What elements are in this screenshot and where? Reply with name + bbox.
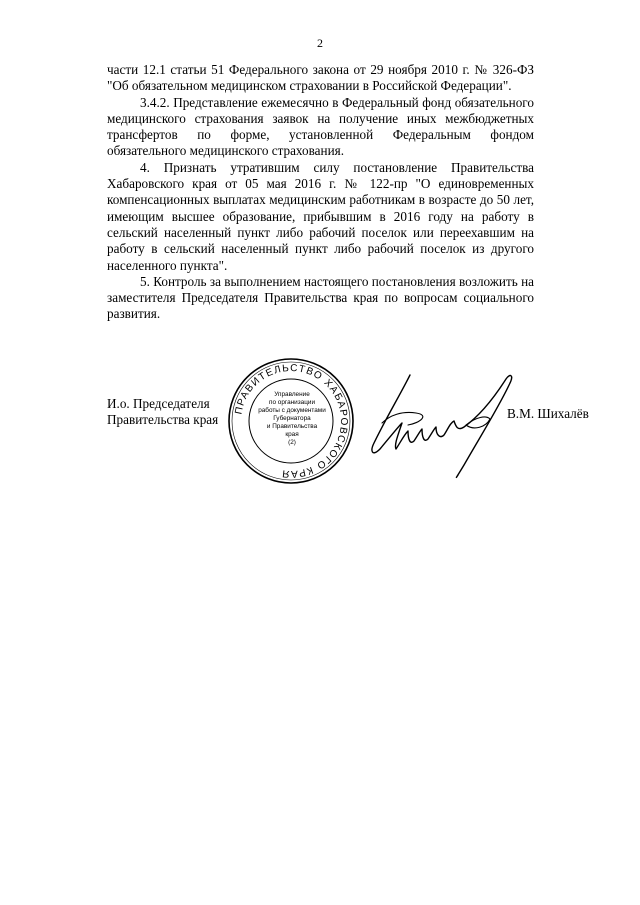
paragraph-continuation: части 12.1 статьи 51 Федерального закона от 29 ноября 2010 г. № 326-ФЗ "Об обязательном медицинском страховании в Российской Федерации". <box>107 62 534 94</box>
handwritten-signature <box>360 365 520 485</box>
paragraph-4: 4. Признать утратившим силу постановление Правительства Хабаровского края от 05 мая 2016 г. № 122-пр "О единовременных компенсационных выплатах медицинским работникам в возрасте до 50 лет, имеющим высшее образование, прибывшим в 2016 году на работу в сельский населенный пункт либо рабочий поселок или переехавшим на работу в сельский населенный пункт либо рабочий поселок из другого населенного пункта". <box>107 159 534 273</box>
signature-stroke-main <box>372 375 512 477</box>
seal-line2: по организации <box>268 399 316 406</box>
seal-inner-text <box>252 391 332 447</box>
page-number: 2 <box>317 36 323 50</box>
seal-line5: и Правительства <box>266 423 318 430</box>
seal-line7: (2) <box>288 439 296 446</box>
paragraph-3-4-2: 3.4.2. Представление ежемесячно в Федеральный фонд обязательного медицинского страхования заявок на получение иных межбюджетных трансфертов по форме, установленной Федеральным фондом обязательного медицинского страхования. <box>107 94 534 159</box>
document-body <box>107 62 534 323</box>
seal-line1: Управление <box>274 391 310 398</box>
signatory-title-line2: Правительства края <box>107 412 219 427</box>
seal-line3: работы с документами <box>258 407 326 414</box>
paragraph-5: 5. Контроль за выполнением настоящего постановления возложить на заместителя Председателя Правительства края по вопросам социального развития. <box>107 273 534 322</box>
signatory-title <box>107 396 218 428</box>
seal-ring-text: ПРАВИТЕЛЬСТВО ХАБАРОВСКОГО КРАЯ <box>233 362 350 480</box>
seal-line6: края <box>285 431 299 438</box>
seal-line4: Губернатора <box>273 415 311 422</box>
signatory-name: В.М. Шихалёв <box>507 406 589 421</box>
signatory-title-line1: И.о. Председателя <box>107 396 210 411</box>
